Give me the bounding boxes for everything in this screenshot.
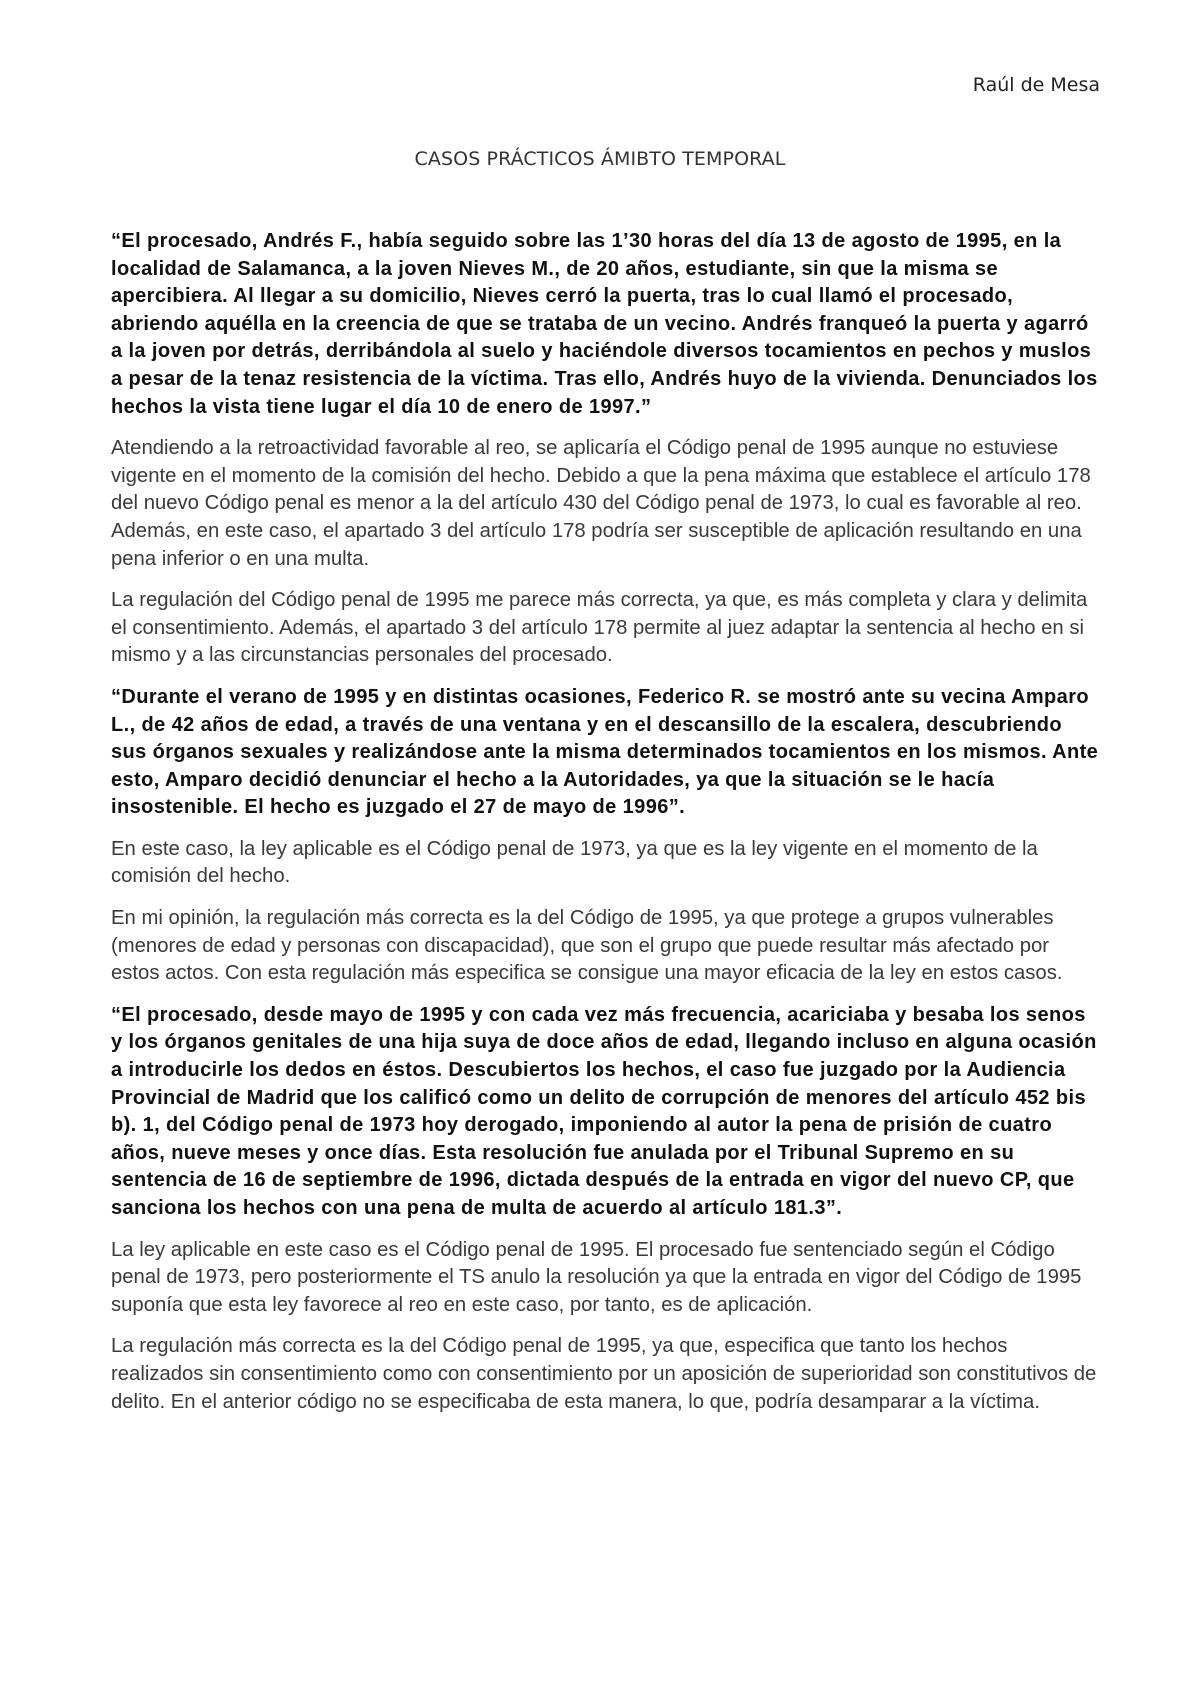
author-name: Raúl de Mesa — [972, 74, 1100, 96]
case-3-statement: “El procesado, desde mayo de 1995 y con cada vez más frecuencia, acariciaba y besaba los senos y los órganos genitales de una hija suya de doce años de edad, llegando incluso en alguna ocasión a introducirle los dedos en éstos. Descubiertos los hechos, el caso fue juzgado por la Audiencia Provincial de Madrid que los calificó como un delito de corrupción de menores del artículo 452 bis b). 1, del Código penal de 1973 hoy derogado, imponiendo al autor la pena de prisión de cuatro años, nueve meses y once días. Esta resolución fue anulada por el Tribunal Supremo en su sentencia de 16 de septiembre de 1996, dictada después de la entrada en vigor del nuevo CP, que sanciona los hechos con una pena de multa de acuerdo al artículo 181.3”. — [111, 1003, 1097, 1219]
case-2-opinion: En mi opinión, la regulación más correcta es la del Código de 1995, ya que protege a grupos vulnerables (menores de edad y personas con discapacidad), que son el grupo que puede resultar más afectado por estos actos. Con esta regulación más especifica se consigue una mayor eficacia de la ley en estos casos. — [111, 907, 1063, 985]
case-2-statement: “Durante el verano de 1995 y en distintas ocasiones, Federico R. se mostró ante su vecina Amparo L., de 42 años de edad, a través de una ventana y en el descansillo de la escalera, descubriendo sus órganos sexuales y realizándose ante la misma determinados tocamientos en los mismos. Ante esto, Amparo decidió denunciar el hecho a la Autoridades, ya que la situación se le hacía insostenible. El hecho es juzgado el 27 de mayo de 1996”. — [111, 685, 1099, 819]
case-3-analysis: La ley aplicable en este caso es el Código penal de 1995. El procesado fue sentenciado según el Código penal de 1973, pero posteriormente el TS anulo la resolución ya que la entrada en vigor del Código de 1995 suponía que esta ley favorece al reo en este caso, por tanto, es de aplicación. — [111, 1238, 1082, 1316]
case-2-analysis: En este caso, la ley aplicable es el Código penal de 1973, ya que es la ley vigente en el momento de la comisión del hecho. — [111, 837, 1038, 888]
case-1-statement: “El procesado, Andrés F., había seguido sobre las 1’30 horas del día 13 de agosto de 1995, en la localidad de Salamanca, a la joven Nieves M., de 20 años, estudiante, sin que la misma se apercibiera. Al llegar a su domicilio, Nieves cerró la puerta, tras lo cual llamó el procesado, abriendo aquélla en la creencia de que se trataba de un vecino. Andrés franqueó la puerta y agarró a la joven por detrás, derribándola al suelo y haciéndole diversos tocamientos en pechos y muslos a pesar de la tenaz resistencia de la víctima. Tras ello, Andrés huyo de la vivienda. Denunciados los hechos la vista tiene lugar el día 10 de enero de 1997.” — [111, 230, 1098, 418]
document-body — [111, 228, 1101, 1430]
document-title: CASOS PRÁCTICOS ÁMIBTO TEMPORAL — [414, 148, 786, 170]
case-1-analysis: Atendiendo a la retroactividad favorable al reo, se aplicaría el Código penal de 1995 aunque no estuviese vigente en el momento de la comisión del hecho. Debido a que la pena máxima que establece el artículo 178 del nuevo Código penal es menor a la del artículo 430 del Código penal de 1973, lo cual es favorable al reo. Además, en este caso, el apartado 3 del artículo 178 podría ser susceptible de aplicación resultando en una pena inferior o en una multa. — [111, 437, 1091, 570]
case-3-opinion: La regulación más correcta es la del Código penal de 1995, ya que, especifica que tanto los hechos realizados sin consentimiento como con consentimiento por un aposición de superioridad son constitutivos de delito. En el anterior código no se especificaba de esta manera, lo que, podría desamparar a la víctima. — [111, 1335, 1097, 1413]
case-1-opinion: La regulación del Código penal de 1995 me parece más correcta, ya que, es más completa y clara y delimita el consentimiento. Además, el apartado 3 del artículo 178 permite al juez adaptar la sentencia al hecho en si mismo y a las circunstancias personales del procesado. — [111, 589, 1088, 667]
